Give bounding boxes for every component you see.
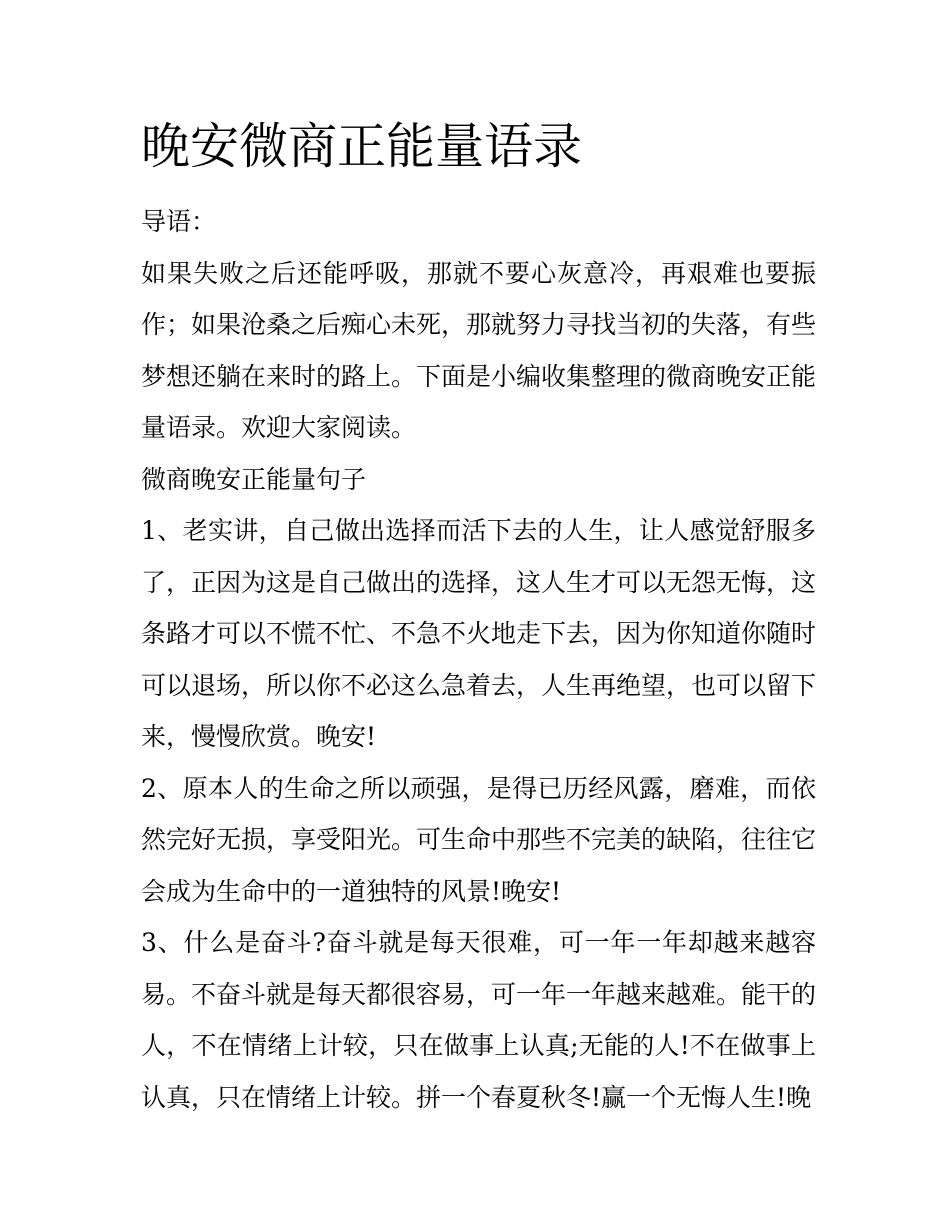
document-body [141,196,816,1123]
quote-paragraph-1: 1、老实讲，自己做出选择而活下去的人生，让人感觉舒服多了，正因为这是自己做出的选择，这人生才可以无怨无悔，这条路才可以不慌不忙、不急不火地走下去，因为你知道你随时可以退场，所以你不必这么急着去，人生再绝望，也可以留下来，慢慢欣赏。晚安! [141,516,817,751]
quote-paragraph-3: 3、什么是奋斗?奋斗就是每天很难，可一年一年却越来越容易。不奋斗就是每天都很容易，可一年一年越来越难。能干的人，不在情绪上计较，只在做事上认真;无能的人!不在做事上认真，只在情绪上计较。拼一个春夏秋冬!赢一个无悔人生!晚 [141,928,817,1112]
intro-paragraph: 如果失败之后还能呼吸，那就不要心灰意冷，再艰难也要振作；如果沧桑之后痴心未死，那就努力寻找当初的失落，有些梦想还躺在来时的路上。下面是小编收集整理的微商晚安正能量语录。欢迎大家阅读。 [141,258,817,442]
quote-paragraph-2: 2、原本人的生命之所以顽强，是得已历经风露，磨难，而依然完好无损，享受阳光。可生命中那些不完美的缺陷，往往它会成为生命中的一道独特的风景!晚安! [141,773,817,906]
intro-label: 导语： [141,207,217,236]
document-title: 晚安微商正能量语录 [141,118,583,175]
section-heading: 微商晚安正能量句子 [141,464,367,494]
